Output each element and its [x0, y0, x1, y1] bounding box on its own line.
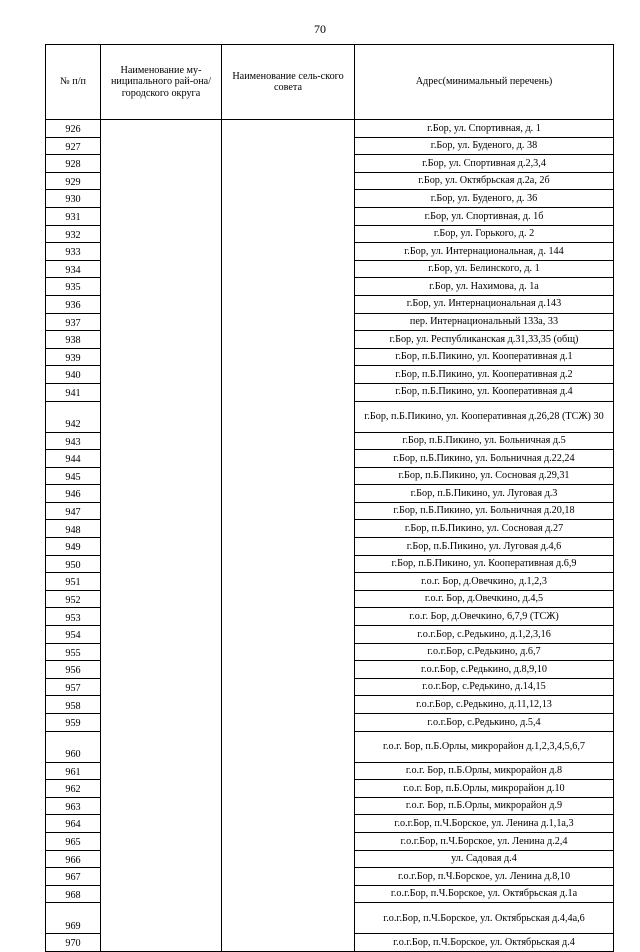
council-cell: [222, 120, 355, 952]
row-address: г.Бор, п.Б.Пикино, ул. Кооперативная д.2: [355, 366, 614, 384]
row-address: г.Бор, ул. Буденого, д. 38: [355, 137, 614, 155]
row-number: 946: [46, 485, 101, 503]
row-address: г.о.г. Бор, п.Б.Орлы, микрорайон д.1,2,3,4,5,6,7: [355, 731, 614, 762]
row-number: 968: [46, 885, 101, 903]
row-number: 936: [46, 295, 101, 313]
row-address: г.о.г.Бор, п.Ч.Борское, ул. Ленина д.2,4: [355, 832, 614, 850]
row-number: 964: [46, 815, 101, 833]
row-number: 955: [46, 643, 101, 661]
row-address: г.Бор, ул. Спортивная д.2,3,4: [355, 155, 614, 173]
row-address: г.Бор, п.Б.Пикино, ул. Кооперативная д.1: [355, 348, 614, 366]
row-address: г.о.г.Бор, с.Редькино, д.14,15: [355, 678, 614, 696]
row-number: 960: [46, 731, 101, 762]
row-number: 934: [46, 260, 101, 278]
row-number: 952: [46, 590, 101, 608]
row-address: г.Бор, ул. Спортивная, д. 1: [355, 120, 614, 138]
row-number: 929: [46, 172, 101, 190]
row-number: 941: [46, 383, 101, 401]
row-number: 931: [46, 207, 101, 225]
row-number: 969: [46, 903, 101, 934]
row-address: г.о.г. Бор, п.Б.Орлы, микрорайон д.10: [355, 780, 614, 798]
row-number: 951: [46, 573, 101, 591]
row-address: г.Бор, ул. Нахимова, д. 1а: [355, 278, 614, 296]
header-council: Наименование сель-ского совета: [222, 45, 355, 120]
table-row: [46, 120, 614, 138]
row-number: 956: [46, 661, 101, 679]
row-address: г.о.г.Бор, п.Ч.Борское, ул. Ленина д.8,10: [355, 868, 614, 886]
row-number: 935: [46, 278, 101, 296]
row-address: г.Бор, п.Б.Пикино, ул. Кооперативная д.6,9: [355, 555, 614, 573]
row-address: г.о.г. Бор, д.Овечкино, 6,7,9 (ТСЖ): [355, 608, 614, 626]
row-address: г.Бор, ул. Республиканская д.31,33,35 (общ): [355, 331, 614, 349]
table-header: [46, 45, 614, 120]
header-address: Адрес(минимальный перечень): [355, 45, 614, 120]
row-address: г.о.г.Бор, с.Редькино, д.11,12,13: [355, 696, 614, 714]
table-body: [46, 120, 614, 952]
row-address: г.о.г.Бор, с.Редькино, д.5,4: [355, 714, 614, 732]
row-number: 954: [46, 626, 101, 644]
row-number: 940: [46, 366, 101, 384]
row-address: г.Бор, ул. Горького, д. 2: [355, 225, 614, 243]
row-address: ул. Садовая д.4: [355, 850, 614, 868]
row-number: 962: [46, 780, 101, 798]
row-number: 939: [46, 348, 101, 366]
address-table: [45, 44, 614, 952]
row-address: г.Бор, п.Б.Пикино, ул. Кооперативная д.26,28 (ТСЖ) 30: [355, 401, 614, 432]
row-address: г.Бор, п.Б.Пикино, ул. Больничная д.20,18: [355, 502, 614, 520]
row-number: 948: [46, 520, 101, 538]
row-number: 963: [46, 797, 101, 815]
row-address: г.о.г.Бор, п.Ч.Борское, ул. Октябрьская д.1а: [355, 885, 614, 903]
row-address: г.Бор, п.Б.Пикино, ул. Луговая д.3: [355, 485, 614, 503]
row-address: г.Бор, п.Б.Пикино, ул. Кооперативная д.4: [355, 383, 614, 401]
row-number: 927: [46, 137, 101, 155]
row-number: 958: [46, 696, 101, 714]
row-number: 970: [46, 934, 101, 952]
row-number: 942: [46, 401, 101, 432]
row-address: г.о.г. Бор, д.Овечкино, д.4,5: [355, 590, 614, 608]
row-address: г.Бор, п.Б.Пикино, ул. Сосновая д.29,31: [355, 467, 614, 485]
row-number: 945: [46, 467, 101, 485]
row-number: 967: [46, 868, 101, 886]
row-number: 943: [46, 432, 101, 450]
row-address: г.о.г.Бор, с.Редькино, д.6,7: [355, 643, 614, 661]
row-address: г.Бор, п.Б.Пикино, ул. Сосновая д.27: [355, 520, 614, 538]
row-number: 926: [46, 120, 101, 138]
row-address: г.Бор, п.Б.Пикино, ул. Больничная д.5: [355, 432, 614, 450]
row-address: пер. Интернациональный 133а, 33: [355, 313, 614, 331]
row-address: г.Бор, ул. Октябрьская д.2а, 2б: [355, 172, 614, 190]
row-number: 937: [46, 313, 101, 331]
row-number: 944: [46, 450, 101, 468]
row-address: г.Бор, ул. Интернациональная д.143: [355, 295, 614, 313]
row-address: г.Бор, ул. Интернациональная, д. 144: [355, 243, 614, 261]
row-address: г.Бор, п.Б.Пикино, ул. Луговая д.4,6: [355, 538, 614, 556]
page-number: 70: [314, 22, 326, 36]
district-cell: [101, 120, 222, 952]
row-number: 930: [46, 190, 101, 208]
row-address: г.Бор, ул. Белинского, д. 1: [355, 260, 614, 278]
row-address: г.о.г.Бор, п.Ч.Борское, ул. Октябрьская д.4,4а,6: [355, 903, 614, 934]
row-address: г.Бор, п.Б.Пикино, ул. Больничная д.22,24: [355, 450, 614, 468]
row-address: г.о.г.Бор, с.Редькино, д.8,9,10: [355, 661, 614, 679]
row-number: 957: [46, 678, 101, 696]
row-address: г.Бор, ул. Буденого, д. 36: [355, 190, 614, 208]
row-address: г.о.г.Бор, с.Редькино, д.1,2,3,16: [355, 626, 614, 644]
row-number: 959: [46, 714, 101, 732]
row-number: 928: [46, 155, 101, 173]
row-address: г.о.г.Бор, п.Ч.Борское, ул. Ленина д.1,1а,3: [355, 815, 614, 833]
row-number: 950: [46, 555, 101, 573]
row-number: 932: [46, 225, 101, 243]
row-number: 953: [46, 608, 101, 626]
row-address: г.о.г. Бор, п.Б.Орлы, микрорайон д.9: [355, 797, 614, 815]
header-district: Наименование му-ниципального рай-она/ городского округа: [101, 45, 222, 120]
row-number: 947: [46, 502, 101, 520]
row-number: 961: [46, 762, 101, 780]
row-number: 965: [46, 832, 101, 850]
row-number: 949: [46, 538, 101, 556]
row-address: г.о.г. Бор, п.Б.Орлы, микрорайон д.8: [355, 762, 614, 780]
row-address: г.о.г.Бор, п.Ч.Борское, ул. Октябрьская д.4: [355, 934, 614, 952]
row-number: 966: [46, 850, 101, 868]
row-address: г.о.г. Бор, д.Овечкино, д.1,2,3: [355, 573, 614, 591]
header-number: № п/п: [46, 45, 101, 120]
row-number: 933: [46, 243, 101, 261]
row-number: 938: [46, 331, 101, 349]
row-address: г.Бор, ул. Спортивная, д. 1б: [355, 207, 614, 225]
